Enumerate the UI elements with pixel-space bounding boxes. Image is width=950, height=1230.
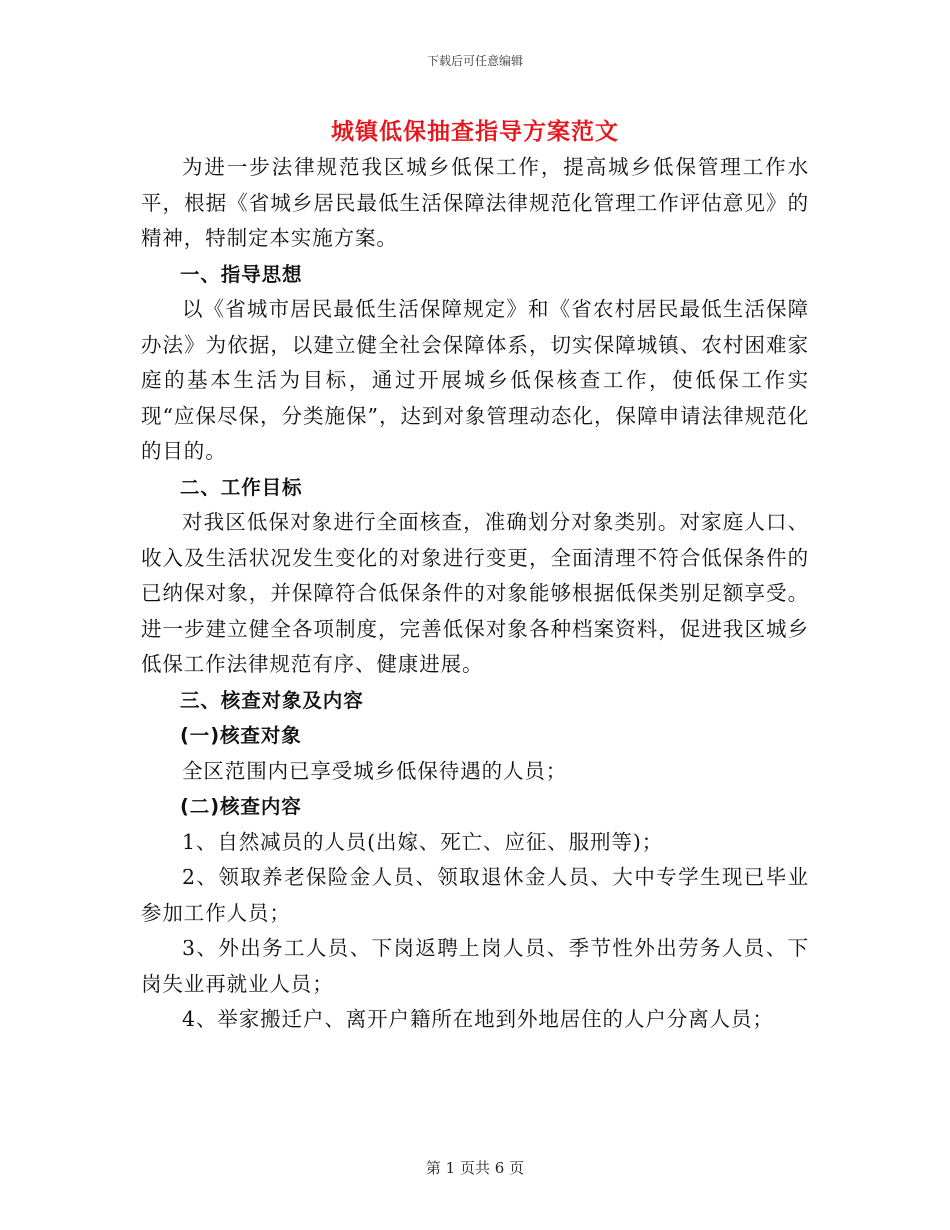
subheading-check-content: (二)核查内容 xyxy=(180,795,302,818)
page-number-footer: 第 1 页共 6 页 xyxy=(425,1159,525,1177)
check-targets-paragraph: 全区范围内已享受城乡低保待遇的人员； xyxy=(182,758,568,783)
check-content-item-1: 1、自然减员的人员(出嫁、死亡、应征、服刑等)； xyxy=(182,829,664,854)
page-header-note: 下载后可任意编辑 xyxy=(426,54,523,68)
document-body xyxy=(141,150,809,1038)
section-heading-work-goals: 二、工作目标 xyxy=(180,475,303,499)
check-content-item-2: 2、领取养老保险金人员、领取退休金人员、大中专学生现已毕业参加工作人员； xyxy=(141,865,809,925)
intro-paragraph: 为进一步法律规范我区城乡低保工作，提高城乡低保管理工作水平，根据《省城乡居民最低生活保障法律规范化管理工作评估意见》的精神，特制定本实施方案。 xyxy=(141,155,809,250)
section-heading-guiding-ideology: 一、指导思想 xyxy=(180,262,303,286)
guiding-ideology-paragraph: 以《省城市居民最低生活保障规定》和《省农村居民最低生活保障办法》为依据，以建立健全社会保障体系，切实保障城镇、农村困难家庭的基本生活为目标，通过开展城乡低保核查工作，使低保工作实现“应保尽保，分类施保”，达到对象管理动态化，保障申请法律规范化的目的。 xyxy=(141,297,809,463)
section-heading-check-targets-content: 三、核查对象及内容 xyxy=(180,688,364,712)
work-goals-paragraph: 对我区低保对象进行全面核查，准确划分对象类别。对家庭人口、收入及生活状况发生变化的对象进行变更，全面清理不符合低保条件的已纳保对象，并保障符合低保条件的对象能够根据低保类别足额享受。进一步建立健全各项制度，完善低保对象各种档案资料，促进我区城乡低保工作法律规范有序、健康进展。 xyxy=(141,510,809,676)
check-content-item-3: 3、外出务工人员、下岗返聘上岗人员、季节性外出劳务人员、下岗失业再就业人员； xyxy=(141,936,809,996)
document-title: 城镇低保抽查指导方案范文 xyxy=(331,118,619,145)
subheading-check-targets: (一)核查对象 xyxy=(180,724,302,747)
check-content-item-4: 4、举家搬迁户、离开户籍所在地到外地居住的人户分离人员； xyxy=(182,1007,774,1031)
